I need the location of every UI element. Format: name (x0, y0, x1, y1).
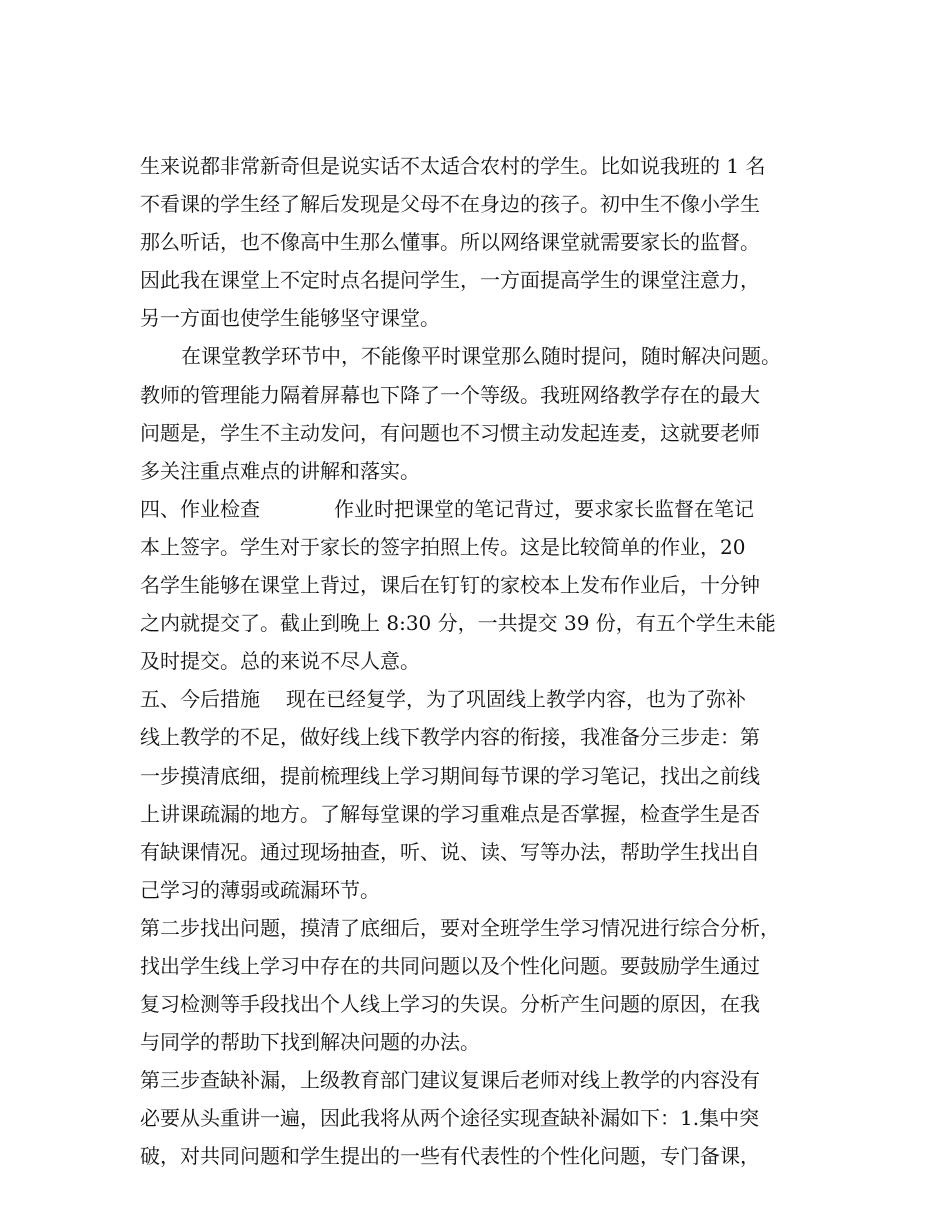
text-line: 复习检测等手段找出个人线上学习的失误。分析产生问题的原因，在我 (140, 992, 760, 1017)
text-line: 必要从头重讲一遍，因此我将从两个途径实现查缺补漏如下：1.集中突 (140, 1106, 760, 1131)
section-heading-future-measures: 五、今后措施 (140, 687, 260, 712)
text-line: 一步摸清底细，提前梳理线上学习期间每节课的学习笔记，找出之前线 (140, 763, 760, 788)
section-text: 作业时把课堂的笔记背过，要求家长监督在笔记 (334, 496, 754, 521)
text-line: 己学习的薄弱或疏漏环节。 (140, 877, 380, 902)
text-line: 第三步查缺补漏，上级教育部门建议复课后老师对线上教学的内容没有 (140, 1068, 760, 1093)
text-line: 在课堂教学环节中，不能像平时课堂那么随时提问，随时解决问题。 (181, 344, 781, 369)
section-text: 现在已经复学，为了巩固线上教学内容，也为了弥补 (286, 687, 746, 712)
text-line: 找出学生线上学习中存在的共同问题以及个性化问题。要鼓励学生通过 (140, 953, 760, 978)
text-line: 多关注重点难点的讲解和落实。 (140, 458, 420, 483)
section-heading-homework: 四、作业检查 (140, 496, 260, 521)
text-line: 与同学的帮助下找到解决问题的办法。 (140, 1030, 480, 1055)
text-line: 第二步找出问题，摸清了底细后，要对全班学生学习情况进行综合分析， (140, 915, 780, 940)
document-body (140, 147, 830, 1176)
text-line: 因此我在课堂上不定时点名提问学生，一方面提高学生的课堂注意力， (140, 268, 760, 293)
text-line: 有缺课情况。通过现场抽查，听、说、读、写等办法，帮助学生找出自 (140, 839, 760, 864)
text-line: 不看课的学生经了解后发现是父母不在身边的孩子。初中生不像小学生 (140, 192, 760, 217)
text-line (140, 490, 830, 528)
text-line: 及时提交。总的来说不尽人意。 (140, 649, 420, 674)
text-line: 问题是，学生不主动发问，有问题也不习惯主动发起连麦，这就要老师 (140, 420, 760, 445)
text-line: 生来说都非常新奇但是说实话不太适合农村的学生。比如说我班的 1 名 (140, 154, 766, 178)
text-line: 线上教学的不足，做好线上线下教学内容的衔接，我准备分三步走：第 (140, 725, 760, 750)
text-line: 那么听话，也不像高中生那么懂事。所以网络课堂就需要家长的监督。 (140, 230, 760, 255)
text-line: 另一方面也使学生能够坚守课堂。 (140, 306, 440, 331)
text-line: 之内就提交了。截止到晚上 8:30 分，一共提交 39 份，有五个学生未能 (140, 611, 776, 636)
text-line (140, 680, 830, 718)
text-line: 上讲课疏漏的地方。了解每堂课的学习重难点是否掌握，检查学生是否 (140, 801, 760, 826)
text-line: 破，对共同问题和学生提出的一些有代表性的个性化问题，专门备课， (140, 1144, 760, 1169)
text-line: 教师的管理能力隔着屏幕也下降了一个等级。我班网络教学存在的最大 (140, 382, 760, 407)
text-line: 本上签字。学生对于家长的签字拍照上传。这是比较简单的作业，20 (140, 534, 746, 559)
text-line: 名学生能够在课堂上背过，课后在钉钉的家校本上发布作业后，十分钟 (140, 573, 760, 598)
